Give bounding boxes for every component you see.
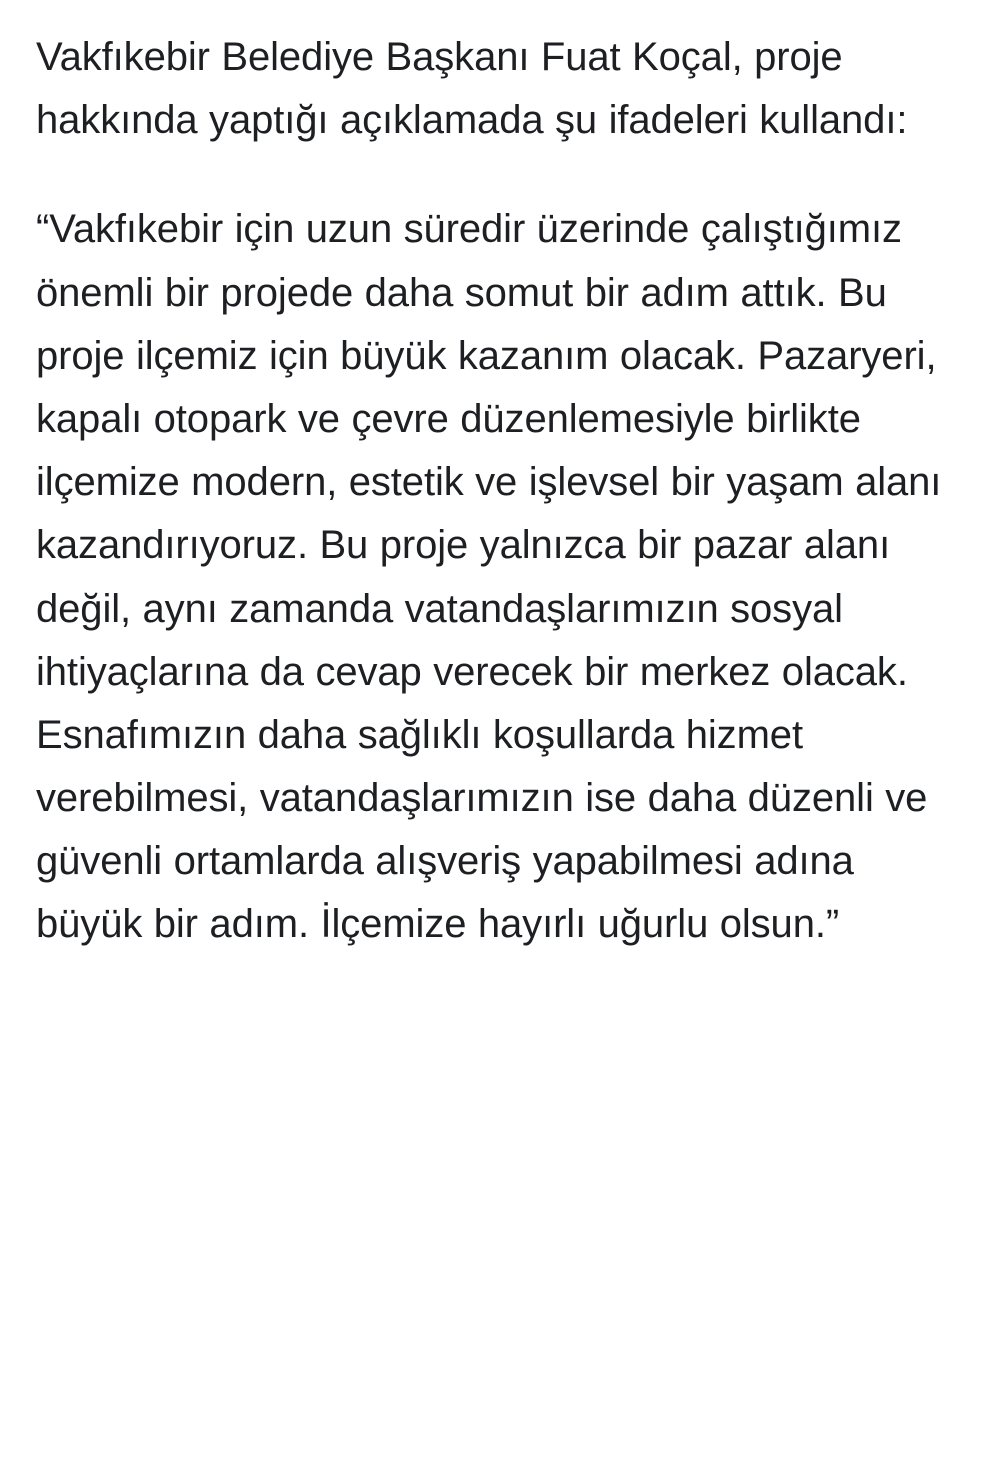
article-paragraph-quote: “Vakfıkebir için uzun süredir üzerinde çalıştığımız önemli bir projede daha somut bir adım attık. Bu proje ilçemiz için büyük kazanım olacak. Pazaryeri, kapalı otopark ve çevre düzenlemesiyle birlikte ilçemize modern, estetik ve işlevsel bir yaşam alanı kazandırıyoruz. Bu proje yalnızca bir pazar alanı değil, aynı zamanda vatandaşlarımızın sosyal ihtiyaçlarına da cevap verecek bir merkez olacak. Esnafımızın daha sağlıklı koşullarda hizmet verebilmesi, vatandaşlarımızın ise daha düzenli ve güvenli ortamlarda alışveriş yapabilmesi adına büyük bir adım. İlçemize hayırlı uğurlu olsun.” xyxy=(36,207,942,947)
article-paragraph-intro: Vakfıkebir Belediye Başkanı Fuat Koçal, proje hakkında yaptığı açıklamada şu ifadeleri kullandı: xyxy=(36,35,908,143)
